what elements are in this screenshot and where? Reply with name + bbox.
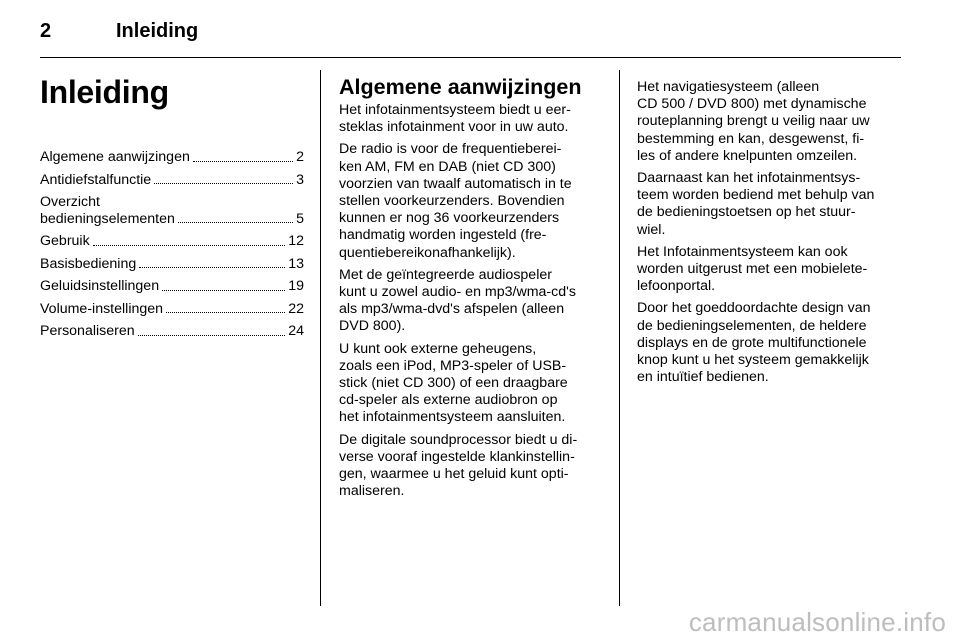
- column-section-main: [339, 72, 604, 505]
- toc-entry-page: 13: [288, 255, 304, 272]
- paragraph: Het Infotainmentsysteem kan ook worden uitgerust met een mobielete- lefoonportal.: [637, 243, 868, 295]
- toc-entry-page: 24: [288, 323, 304, 339]
- section-title: Algemene aanwijzingen: [339, 75, 582, 99]
- page-header: [40, 20, 900, 48]
- toc-leader-dots: [193, 161, 293, 162]
- toc-entry-label: Basisbediening: [40, 255, 137, 272]
- chapter-title: Inleiding: [40, 74, 169, 110]
- column-section-continued: [637, 79, 902, 391]
- toc-entry-label: Algemene aanwijzingen: [40, 149, 190, 165]
- paragraph: Door het goeddoordachte design van de bedieningselementen, de heldere displays en de grote multifunctionele knop kunt u het systeem gemakkelijk en intuïtief bedienen.: [637, 300, 871, 386]
- column-divider-2: [619, 70, 620, 606]
- running-header-title: Inleiding: [116, 20, 199, 42]
- paragraph: Het navigatiesysteem (alleen CD 500 / DVD 800) met dynamische routeplanning brengt u veilig naar uw bestemming en kan, desgewenst, fi- les of andere knelpunten omzeilen.: [637, 79, 870, 164]
- table-of-contents: [40, 149, 304, 340]
- page-number: 2: [40, 20, 52, 42]
- toc-leader-dots: [178, 222, 293, 223]
- paragraph: Daarnaast kan het infotainmentsys- teem worden bediend met behulp van de bedieningstoetsen op het stuur- wiel.: [637, 170, 875, 238]
- toc-leader-dots: [162, 290, 285, 291]
- toc-entry-label: Overzicht bedieningselementen: [40, 194, 175, 227]
- toc-entry[interactable]: [40, 194, 304, 227]
- toc-entry-page: 2: [296, 149, 304, 165]
- toc-leader-dots: [138, 335, 286, 336]
- paragraph: U kunt ook externe geheugens, zoals een iPod, MP3-speler of USB- stick (niet CD 300) of een draagbare cd-speler als externe audiobron op het infotainmentsysteem aansluiten.: [339, 340, 568, 426]
- paragraph: De digitale soundprocessor biedt u di- verse vooraf ingestelde klankinstellin- gen, waarmee u het geluid kunt opti- maliseren.: [339, 431, 578, 500]
- toc-leader-dots: [93, 245, 286, 246]
- toc-entry[interactable]: [40, 278, 304, 295]
- toc-leader-dots: [139, 267, 285, 268]
- toc-entry-page: 3: [296, 171, 304, 188]
- toc-leader-dots: [154, 183, 293, 184]
- toc-leader-dots: [166, 312, 285, 313]
- toc-entry-page: 19: [288, 278, 304, 294]
- toc-entry[interactable]: [40, 256, 304, 273]
- toc-entry-page: 12: [288, 233, 304, 249]
- toc-entry[interactable]: [40, 301, 304, 318]
- column-toc: [40, 72, 304, 346]
- toc-entry-label: Volume-instellingen: [40, 300, 164, 317]
- toc-entry[interactable]: [40, 149, 304, 166]
- watermark-text: carmanualsonline.info: [688, 607, 946, 637]
- toc-entry-label: Gebruik: [40, 233, 90, 249]
- paragraph: De radio is voor de frequentieberei- ken AM, FM en DAB (niet CD 300) voorzien van twaalf automatisch in te stellen voorkeurzenders. Bovendien kunnen er nog 36 voorkeurzenders handmatig worden ingesteld (fre- quentiebereikonafhankelijk).: [339, 141, 572, 261]
- paragraph: Het infotainmentsysteem biedt u eer- steklas infotainment voor in uw auto.: [339, 102, 571, 136]
- toc-entry-page: 5: [296, 210, 304, 227]
- header-rule: [40, 57, 901, 58]
- toc-entry-page: 22: [288, 300, 304, 317]
- column-divider-1: [320, 70, 321, 606]
- toc-entry-label: Geluidsinstellingen: [40, 278, 160, 294]
- toc-entry[interactable]: [40, 323, 304, 340]
- toc-entry-label: Antidiefstalfunctie: [40, 171, 152, 188]
- paragraph: Met de geïntegreerde audiospeler kunt u zowel audio- en mp3/wma-cd's als mp3/wma-dvd's afspelen (alleen DVD 800).: [339, 266, 576, 335]
- toc-entry[interactable]: [40, 172, 304, 189]
- toc-entry[interactable]: [40, 233, 304, 250]
- toc-entry-label: Personaliseren: [40, 323, 135, 339]
